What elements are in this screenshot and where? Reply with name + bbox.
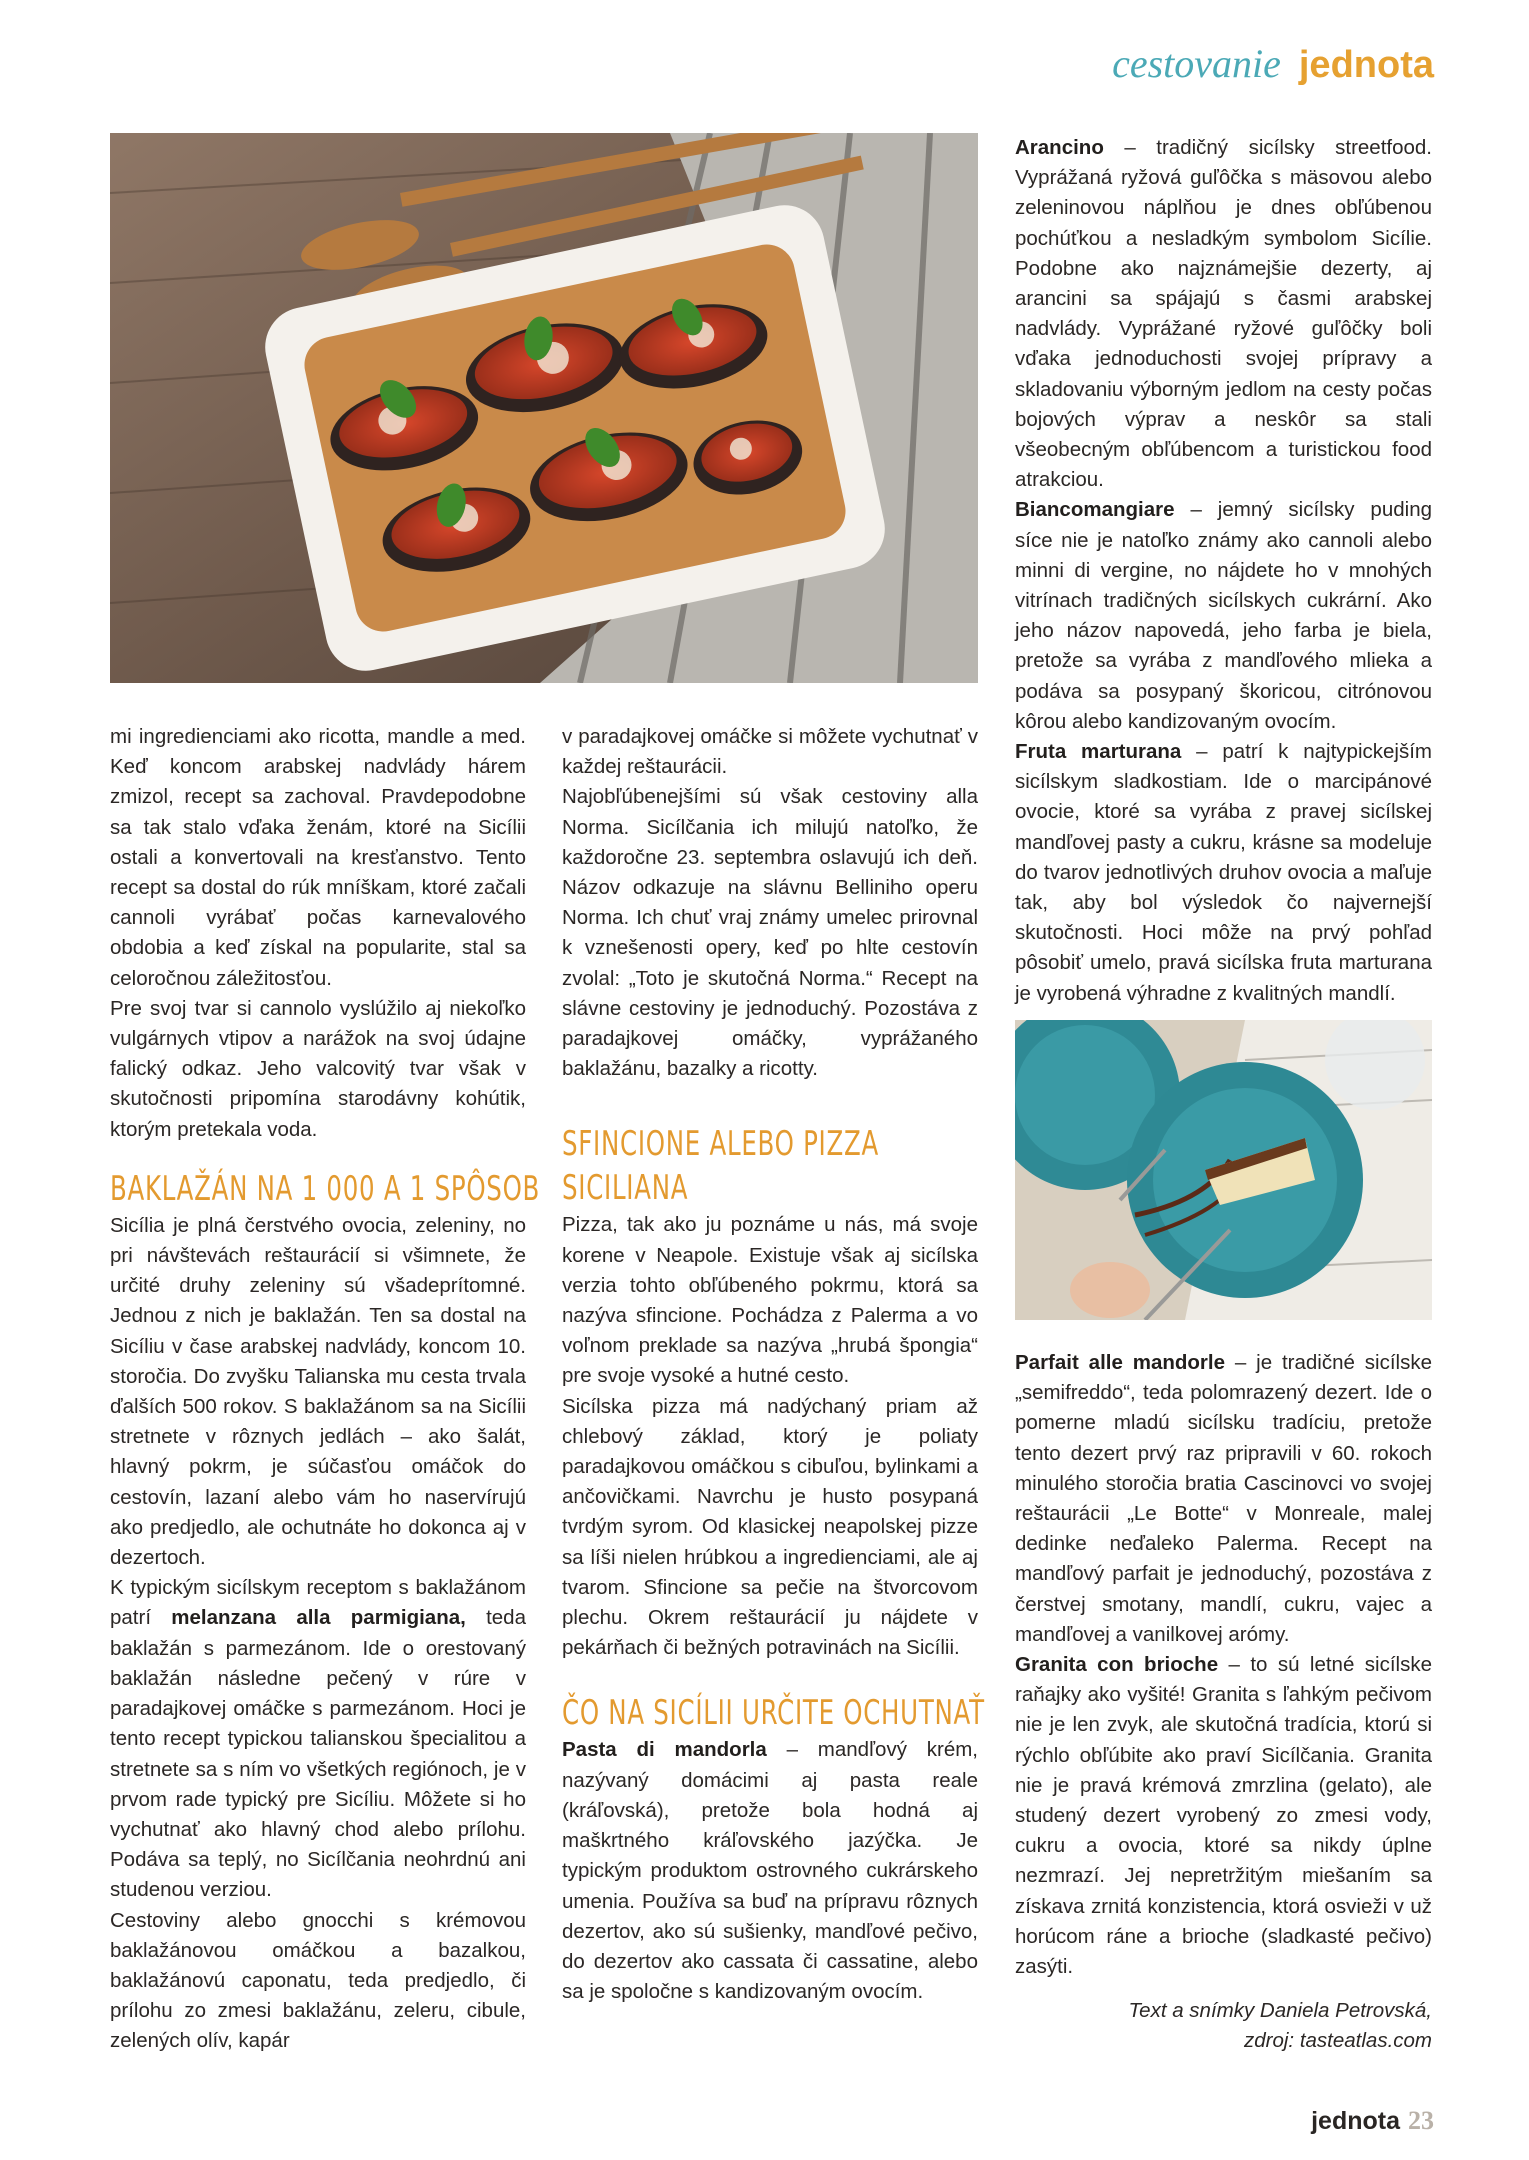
page-number: 23 bbox=[1408, 2106, 1434, 2135]
column-2 bbox=[562, 722, 985, 2007]
page-footer bbox=[1311, 2106, 1434, 2136]
paragraph: K typickým sicílskym receptom s baklažánom patrí melanzana alla parmigiana, teda baklažán s parmezánom. Ide o orestovaný baklažán následne pečený v rúre v paradajkovej omáčke s parmezánom. Hoci je tento recept typickou talianskou špecialitou a stretnete sa s ním vo všetkých regiónoch, je v prvom rade typický pre Sicíliu. Môžete si ho vychutnať ako hlavný chod alebo prílohu. Podáva sa teplý, no Sicílčania neohrdnú ani studenou verziou. bbox=[110, 1576, 526, 1902]
paragraph: Sicílska pizza má nadýchaný priam až chlebový základ, ktorý je poliaty paradajkovou omáčkou s cibuľou, bylinkami a ančovičkami. Navrchu je husto posypaná tvrdým syrom. Od klasickej neapolskej pizze sa líši nielen hrúbkou a ingredienciami, ale aj tvarom. Sfincione sa pečie na štvorcovom plechu. Okrem reštaurácií ju nájdete v pekárňach či bežných potravinách na Sicílii. bbox=[562, 1394, 978, 1660]
section-heading-sfincione: SFINCIONE ALEBO PIZZA SICILIANA bbox=[562, 1124, 879, 1209]
paragraph: Biancomangiare – jemný sicílsky puding síce nie je natoľko známy ako cannoli alebo minni di vergine, no nájdete ho v mnohých vitrínach tradičných sicílskych cukrární. Ako jeho názov napovedá, jeho farba je biela, pretože sa vyrába z mandľového mlieka a podáva sa posypaný škoricou, citrónovou kôrou alebo kandizovaným ovocím. bbox=[1015, 498, 1432, 733]
section-heading-eggplant: BAKLAŽÁN NA 1 000 A 1 SPÔSOB bbox=[110, 1168, 541, 1209]
eggplant-parmigiana-photo bbox=[110, 133, 978, 683]
paragraph: Cestoviny alebo gnocchi s krémovou baklažánovou omáčkou a bazalkou, baklažánovú caponatu, teda predjedlo, či prílohu zo zmesi baklažánu, zeleru, cibule, zelených olív, kapár bbox=[110, 1908, 526, 2053]
paragraph: Sicília je plná čerstvého ovocia, zeleniny, no pri návštevách reštaurácií si všimnete, že určité druhy zeleniny sú všadeprítomné. Jednou z nich je baklažán. Ten sa dostal na Sicíliu v čase arabskej nadvlády, koncom 10. storočia. Do zvyšku Talianska mu cesta trvala ďalších 500 rokov. S baklažánom sa na Sicílii stretnete v rôznych jedlách – ako šalát, hlavný pokrm, je súčasťou omáčok do cestovín, lazaní alebo vám ho naservírujú ako predjedlo, ale ochutnáte ho dokonca aj v dezertoch. bbox=[110, 1213, 526, 1570]
paragraph: Pasta di mandorla – mandľový krém, nazývaný domácimi aj pasta reale (kráľovská), pretože bola hodná aj maškrtného kráľovského jazýčka. Je typickým produktom ostrovného cukrárskeho umenia. Používa sa buď na prípravu rôznych dezertov, ako sú sušienky, mandľové pečivo, do dezertov ako cassata či cassatine, alebo sa je spoločne s kandizovaným ovocím. bbox=[562, 1738, 978, 2004]
dish-name: Pasta di mandorla bbox=[562, 1738, 767, 1762]
footer-brand: jednota bbox=[1311, 2107, 1400, 2135]
dish-name: melanzana alla parmigiana, bbox=[171, 1606, 466, 1630]
paragraph: Pizza, tak ako ju poznáme u nás, má svoje korene v Neapole. Existuje však aj sicílska verzia tohto obľúbeného pokrmu, ktorá sa nazýva sfincione. Pochádza z Palerma a vo voľnom preklade sa nazýva „hrubá špongia“ pre svoje vysoké a hutné cesto. bbox=[562, 1213, 978, 1388]
paragraph: Granita con brioche – to sú letné sicílske raňajky ako vyšité! Granita s ľahkým pečivom nie je len zvyk, ale skutočná tradícia, ktorú si rýchlo obľúbite ako praví Sicílčania. Granita nie je pravá krémová zmrzlina (gelato), ale studený dezert vyrobený zo zmesi vody, cukru a ovocia, ktoré sa nikdy úplne nezmrazí. Jej nepretržitým miešaním sa získava zrnitá konzistencia, ktorá osvieži v už horúcom ráne a brioche (sladkasté pečivo) zasýti. bbox=[1015, 1653, 1432, 1979]
author-credit: Text a snímky Daniela Petrovská, zdroj: tasteatlas.com bbox=[1128, 1999, 1432, 2053]
section-heading-must-taste: ČO NA SICÍLII URČITE OCHUTNAŤ bbox=[562, 1693, 985, 1734]
paragraph: mi ingredienciami ako ricotta, mandle a med. Keď koncom arabskej nadvlády hárem zmizol, recept sa zachoval. Pravdepodobne sa tak stalo vďaka ženám, ktoré na Sicílii ostali a konvertovali na kresťanstvo. Tento recept sa dostal do rúk mníškam, ktoré začali cannoli vyrábať počas karnevalového obdobia a keď získal na popularite, stal sa celoročnou záležitosťou. bbox=[110, 725, 526, 990]
dish-name: Arancino bbox=[1015, 136, 1104, 159]
paragraph: Fruta marturana – patrí k najtypickejším sicílskym sladkostiam. Ide o marcipánové ovocie, ktoré sa vyrába z pravej sicílskej mandľovej pasty a cukru, krásne sa modeluje do tvarov jednotlivých druhov ovocia a maľuje tak, aby bol výsledok čo najvernejší skutočnosti. Hoci môže na prvý pohľad pôsobiť umelo, pravá sicílska fruta marturana je vyrobená výhradne z kvalitných mandlí. bbox=[1015, 740, 1432, 1005]
paragraph: v paradajkovej omáčke si môžete vychutnať v každej reštaurácii. bbox=[562, 725, 978, 779]
column-3-continued bbox=[1015, 1348, 1432, 2057]
dish-name: Biancomangiare bbox=[1015, 498, 1175, 522]
parfait-dessert-photo bbox=[1015, 1020, 1432, 1320]
dish-name: Fruta marturana bbox=[1015, 740, 1182, 764]
column-3 bbox=[1015, 133, 1432, 1009]
paragraph: Arancino – tradičný sicílsky streetfood. Vyprážaná ryžová guľôčka s mäsovou alebo zeleninovou náplňou je dnes obľúbenou pochúťkou a nesladkým symbolom Sicílie. Podobne ako najznámejšie dezerty, aj arancini sa spájajú s časmi arabskej nadvlády. Vyprážané ryžové guľôčky boli vďaka jednoduchosti svojej prípravy a skladovaniu výborným jedlom na cesty počas bojových výprav a neskôr sa stali všeobecným obľúbencom a turistickou food atrakciou. bbox=[1015, 136, 1432, 492]
paragraph: Pre svoj tvar si cannolo vyslúžilo aj niekoľko vulgárnych vtipov a narážok na svoj údajne falický odkaz. Jeho valcovitý tvar však v skutočnosti pripomína starodávny kohútik, ktorým pretekala voda. bbox=[110, 996, 526, 1141]
paragraph: Najobľúbenejšími sú však cestoviny alla Norma. Sicílčania ich milujú natoľko, že každoročne 23. septembra oslavujú ich deň. Názov odkazuje na slávnu Belliniho operu Norma. Ich chuť vraj známy umelec prirovnal k vznešenosti opery, keď po hlte cestovín zvolal: „Toto je skutočná Norma.“ Recept na slávne cestoviny je jednoduchý. Pozostáva z paradajkovej omáčky, vyprážaného baklažánu, bazalky a ricotty. bbox=[562, 785, 978, 1081]
section-header bbox=[1112, 40, 1434, 87]
column-1 bbox=[110, 722, 541, 2057]
section-title: cestovanie bbox=[1112, 41, 1281, 86]
magazine-logo: jednota bbox=[1298, 44, 1434, 86]
dish-name: Parfait alle mandorle bbox=[1015, 1351, 1226, 1374]
dish-name: Granita con brioche bbox=[1015, 1653, 1219, 1677]
paragraph: Parfait alle mandorle – je tradičné sicílske „semifreddo“, teda polomrazený dezert. Ide o pomerne mladú sicílsku tradíciu, pretože tento dezert prvý raz pripravili v 60. rokoch minulého storočia bratia Cascinovci vo svojej reštaurácii „Le Botte“ v Monreale, malej dedinke neďaleko Palerma. Recept na mandľový parfait je jednoduchý, pozostáva z čerstvej smotany, mandlí, cukru, vajec a mandľovej a vanilkovej arómy. bbox=[1015, 1351, 1432, 1646]
